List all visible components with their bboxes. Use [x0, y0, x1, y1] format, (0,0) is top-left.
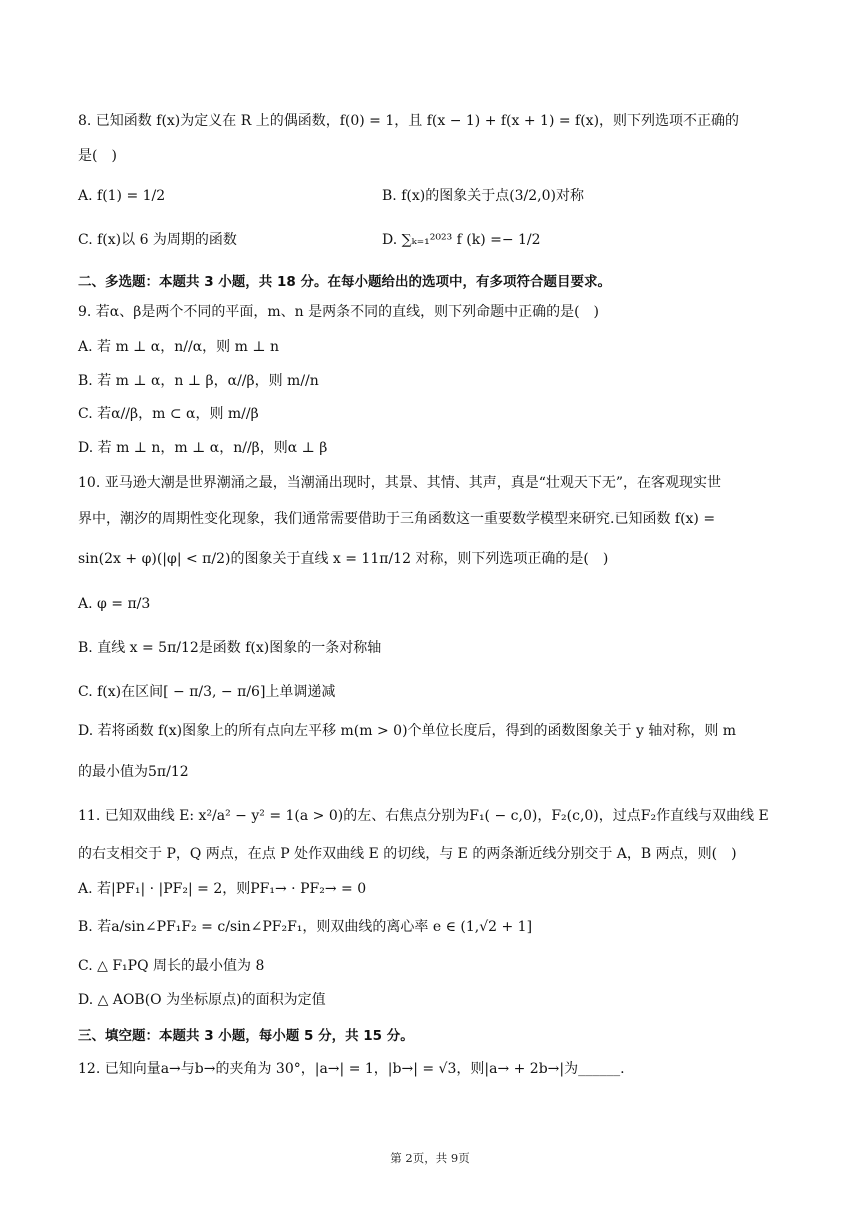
q8-stem-line2: 是( ): [78, 148, 117, 164]
q11-option-b: B. 若a/sin∠PF₁F₂ = c/sin∠PF₂F₁，则双曲线的离心率 e ∈ (1,√2 + 1]: [78, 919, 533, 935]
page-footer: 第 2页，共 9页: [390, 1151, 470, 1165]
q10-option-d-line2: 的最小值为5π/12: [78, 764, 189, 780]
q8-option-c: C. f(x)以 6 为周期的函数: [78, 232, 237, 248]
q8-option-d: D. ∑ₖ₌₁²⁰²³ f (k) =− 1/2: [382, 232, 541, 248]
q11-stem-line1: 11. 已知双曲线 E: x²/a² − y² = 1(a > 0)的左、右焦点分别为F₁( − c,0)，F₂(c,0)，过点F₂作直线与双曲线 E: [78, 808, 769, 824]
q10-option-d-line1: D. 若将函数 f(x)图象上的所有点向左平移 m(m > 0)个单位长度后，得到的函数图象关于 y 轴对称，则 m: [78, 723, 737, 739]
q10-option-c: C. f(x)在区间[ − π/3, − π/6]上单调递减: [78, 684, 336, 700]
q10-stem-line1: 10. 亚马逊大潮是世界潮涌之最，当潮涌出现时，其景、其情、其声，真是“壮观天下无”，在客观现实世: [78, 475, 722, 491]
q12-stem: 12. 已知向量a→与b→的夹角为 30°，|a→| = 1，|b→| = √3，则|a→ + 2b→|为______.: [78, 1061, 625, 1077]
q10-stem-line2: 界中，潮汐的周期性变化现象，我们通常需要借助于三角函数这一重要数学模型来研究.已知函数 f(x) =: [78, 511, 716, 527]
q9-stem: 9. 若α、β是两个不同的平面，m、n 是两条不同的直线，则下列命题中正确的是( ): [78, 304, 600, 320]
q11-option-d: D. △ AOB(O 为坐标原点)的面积为定值: [78, 992, 326, 1008]
q8-option-a: A. f(1) = 1/2: [78, 188, 166, 204]
q10-option-b: B. 直线 x = 5π/12是函数 f(x)图象的一条对称轴: [78, 640, 382, 656]
q11-option-c: C. △ F₁PQ 周长的最小值为 8: [78, 958, 265, 974]
section-heading-multi-choice: 二、多选题：本题共 3 小题，共 18 分。在每小题给出的选项中，有多项符合题目要求。: [78, 274, 611, 290]
q11-stem-line2: 的右支相交于 P，Q 两点，在点 P 处作双曲线 E 的切线，与 E 的两条渐近线分别交于 A，B 两点，则( ): [78, 846, 737, 862]
q9-option-c: C. 若α//β，m ⊂ α，则 m//β: [78, 406, 259, 422]
section-heading-fill-blank: 三、填空题：本题共 3 小题，每小题 5 分，共 15 分。: [78, 1028, 414, 1044]
q11-option-a: A. 若|PF₁| · |PF₂| = 2，则PF₁→ · PF₂→ = 0: [78, 881, 367, 897]
q10-stem-line3: sin(2x + φ)(|φ| < π/2)的图象关于直线 x = 11π/12 对称，则下列选项正确的是( ): [78, 551, 609, 567]
q9-option-d: D. 若 m ⊥ n，m ⊥ α，n//β，则α ⊥ β: [78, 440, 328, 456]
q9-option-b: B. 若 m ⊥ α，n ⊥ β，α//β，则 m//n: [78, 373, 319, 389]
q10-option-a: A. φ = π/3: [78, 596, 151, 612]
q8-stem-line1: 8. 已知函数 f(x)为定义在 R 上的偶函数，f(0) = 1，且 f(x − 1) + f(x + 1) = f(x)，则下列选项不正确的: [78, 113, 740, 129]
q9-option-a: A. 若 m ⊥ α，n//α，则 m ⊥ n: [78, 339, 279, 355]
q8-option-b: B. f(x)的图象关于点(3/2,0)对称: [382, 188, 585, 204]
